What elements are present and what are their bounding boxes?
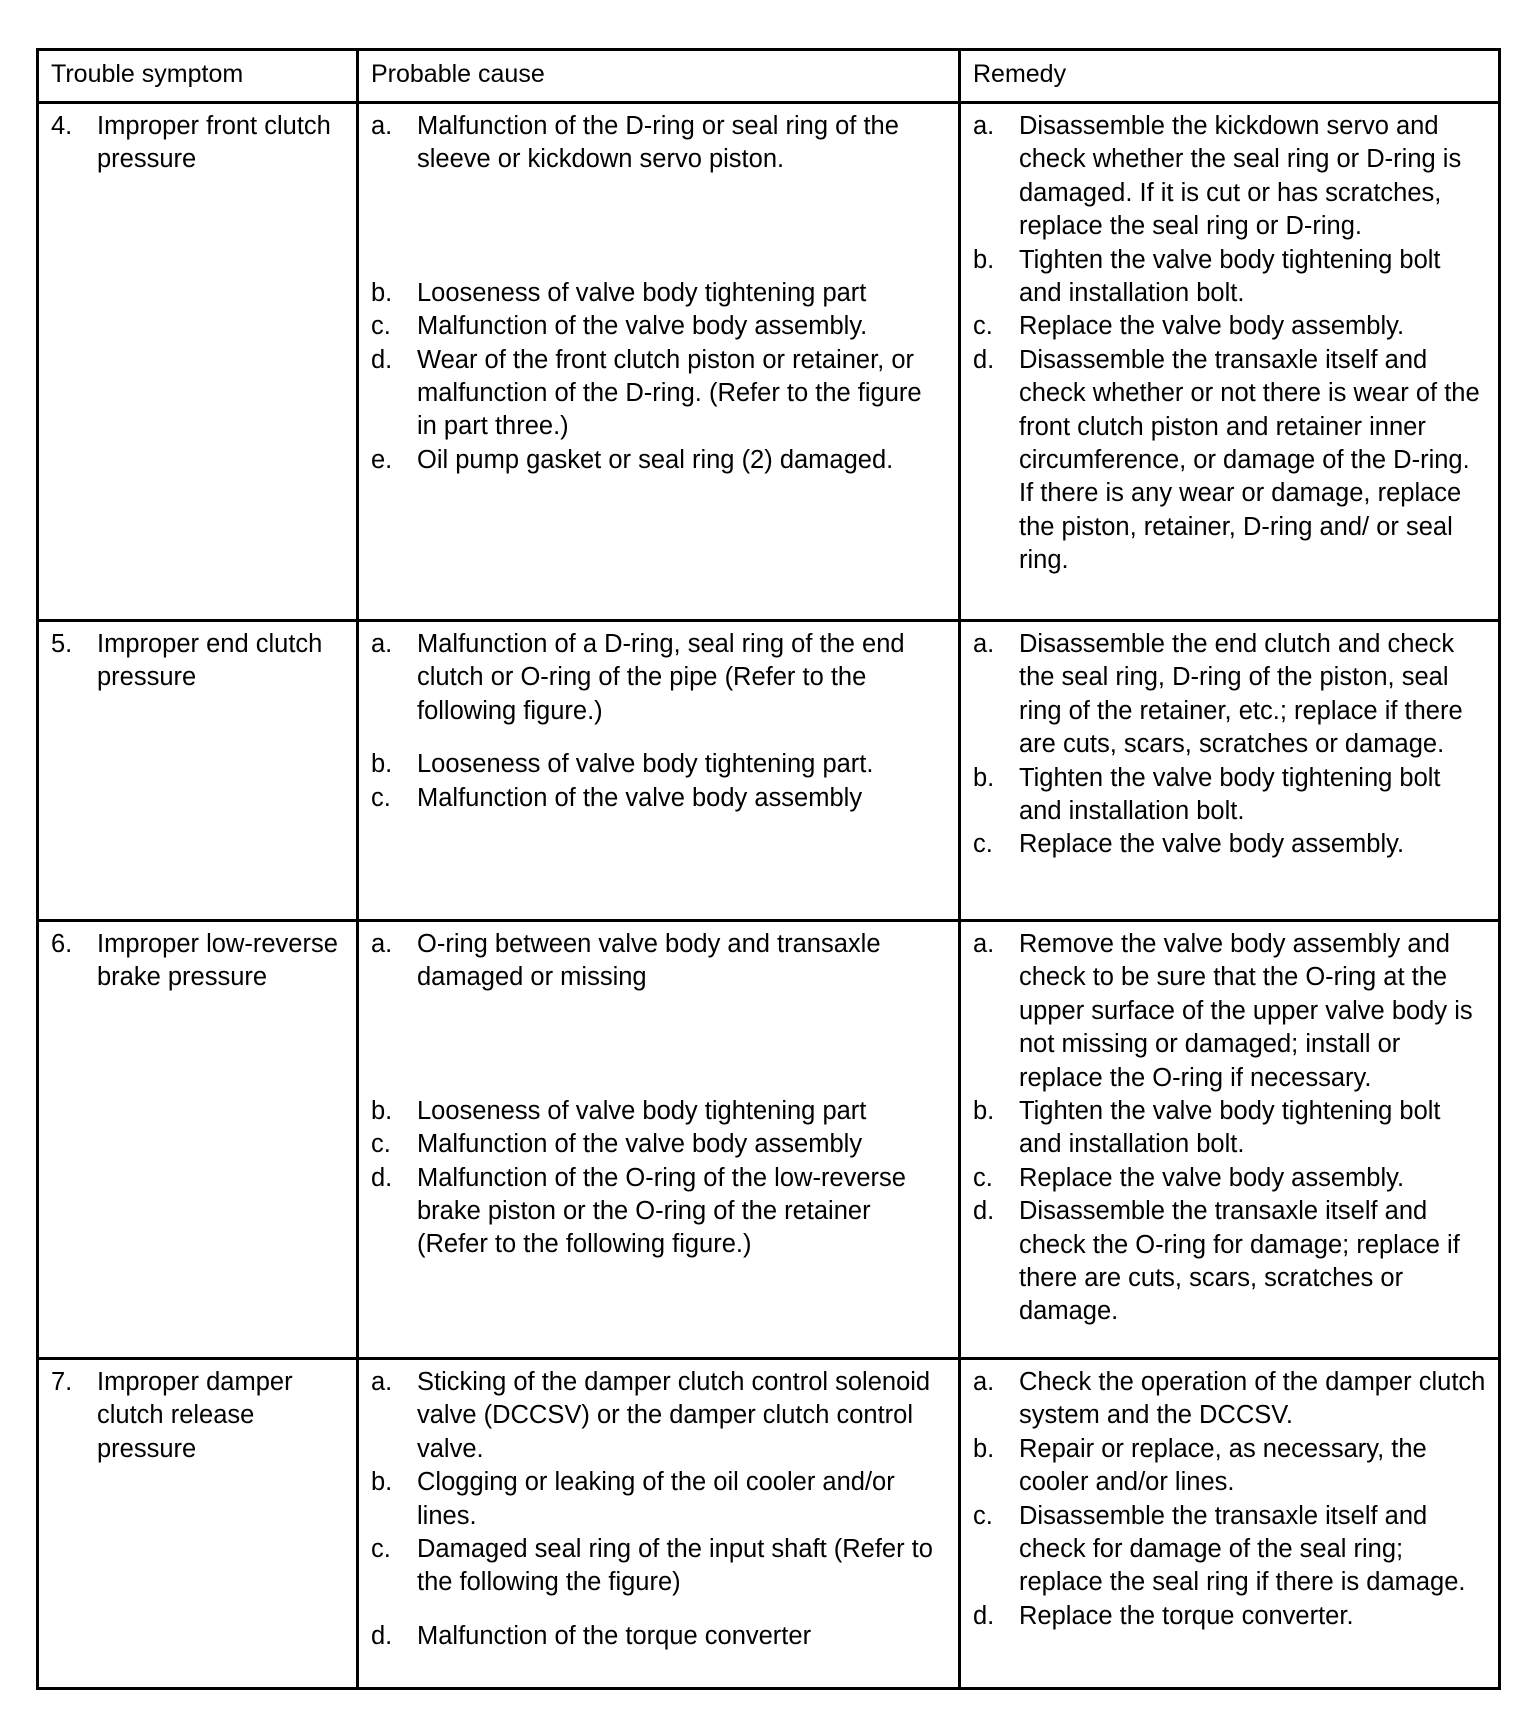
cause-item: c. Damaged seal ring of the input shaft (Refer to the following the figure) <box>371 1535 933 1597</box>
symptom-text: Improper end clutch pressure <box>97 630 323 692</box>
remedy-item: c. Replace the valve body assembly. <box>973 312 1405 341</box>
cause-item: b. Looseness of valve body tightening part <box>371 1096 867 1125</box>
remedy-cell <box>960 621 1500 921</box>
cause-item: e. Oil pump gasket or seal ring (2) damaged. <box>371 445 894 474</box>
symptom-cell <box>38 921 358 1359</box>
symptom-number: 6. <box>51 930 73 958</box>
cause-item: a. Malfunction of a D-ring, seal ring of the end clutch or O-ring of the pipe (Refer to the following figure.) <box>371 630 905 725</box>
header-row <box>38 50 1500 103</box>
remedy-item: b. Tighten the valve body tightening bolt and installation bolt. <box>973 763 1441 826</box>
remedy-item: b. Tighten the valve body tightening bolt and installation bolt. <box>973 245 1441 308</box>
remedy-item: d. Disassemble the transaxle itself and check whether or not there is wear of the front clutch piston and retainer inner circumference, or damage of the D-ring. If there is any wear or damage, replace the piston, retainer, D-ring and/ or seal ring. <box>973 345 1480 575</box>
table-row <box>38 1359 1500 1689</box>
symptom-text: Improper front clutch pressure <box>97 112 331 174</box>
cause-item: b. Clogging or leaking of the oil cooler and/or lines. <box>371 1468 895 1530</box>
cause-item: c. Malfunction of the valve body assembly <box>371 783 863 812</box>
cause-item: a. Sticking of the damper clutch control solenoid valve (DCCSV) or the damper clutch control valve. <box>371 1368 931 1463</box>
table-row <box>38 103 1500 621</box>
remedy-item: a. Check the operation of the damper clutch system and the DCCSV. <box>973 1368 1486 1430</box>
remedy-item: c. Replace the valve body assembly. <box>973 830 1405 859</box>
header-remedy: Remedy <box>960 50 1500 103</box>
cause-item: c. Malfunction of the valve body assembly. <box>371 312 868 341</box>
symptom-cell <box>38 1359 358 1689</box>
symptom-number: 4. <box>51 112 73 140</box>
cause-cell <box>358 1359 960 1689</box>
symptom-text: Improper damper clutch release pressure <box>97 1368 293 1463</box>
header-probable-cause: Probable cause <box>358 50 960 103</box>
symptom-cell <box>38 103 358 621</box>
cause-cell <box>358 921 960 1359</box>
troubleshooting-table <box>36 48 1501 1690</box>
cause-item: d. Malfunction of the O-ring of the low-reverse brake piston or the O-ring of the retainer (Refer to the following figure.) <box>371 1163 906 1259</box>
cause-item: a. O-ring between valve body and transaxle damaged or missing <box>371 930 881 992</box>
table-row <box>38 621 1500 921</box>
remedy-item: c. Replace the valve body assembly. <box>973 1163 1405 1192</box>
cause-item: c. Malfunction of the valve body assembly <box>371 1130 863 1159</box>
symptom-number: 7. <box>51 1368 73 1396</box>
troubleshooting-page <box>36 48 1498 1690</box>
symptom-number: 5. <box>51 630 73 658</box>
remedy-item: a. Remove the valve body assembly and check to be sure that the O-ring at the upper surface of the upper valve body is not missing or damaged; install or replace the O-ring if necessary. <box>973 930 1473 1092</box>
table-row <box>38 921 1500 1359</box>
header-trouble-symptom: Trouble symptom <box>38 50 358 103</box>
remedy-item: c. Disassemble the transaxle itself and check for damage of the seal ring; replace the seal ring if there is damage. <box>973 1501 1466 1597</box>
symptom-text: Improper low-reverse brake pressure <box>97 930 338 992</box>
cause-item: b. Looseness of valve body tightening part. <box>371 750 874 779</box>
symptom-cell <box>38 621 358 921</box>
remedy-cell <box>960 1359 1500 1689</box>
remedy-item: a. Disassemble the end clutch and check the seal ring, D-ring of the piston, seal ring of the retainer, etc.; replace if there are cuts, scars, scratches or damage. <box>973 630 1463 759</box>
remedy-item: b. Repair or replace, as necessary, the cooler and/or lines. <box>973 1434 1427 1497</box>
cause-cell <box>358 621 960 921</box>
cause-item: d. Wear of the front clutch piston or retainer, or malfunction of the D-ring. (Refer to the figure in part three.) <box>371 345 922 441</box>
cause-item: a. Malfunction of the D-ring or seal ring of the sleeve or kickdown servo piston. <box>371 112 899 174</box>
remedy-cell <box>960 103 1500 621</box>
cause-cell <box>358 103 960 621</box>
remedy-item: a. Disassemble the kickdown servo and check whether the seal ring or D-ring is damaged. If it is cut or has scratches, replace the seal ring or D-ring. <box>973 112 1462 241</box>
cause-item: d. Malfunction of the torque converter <box>371 1621 812 1650</box>
cause-item: b. Looseness of valve body tightening part <box>371 278 867 307</box>
remedy-item: d. Replace the torque converter. <box>973 1601 1354 1630</box>
remedy-item: b. Tighten the valve body tightening bolt and installation bolt. <box>973 1097 1441 1159</box>
remedy-item: d. Disassemble the transaxle itself and check the O-ring for damage; replace if there are cuts, scars, scratches or damage. <box>973 1197 1460 1326</box>
remedy-cell <box>960 921 1500 1359</box>
